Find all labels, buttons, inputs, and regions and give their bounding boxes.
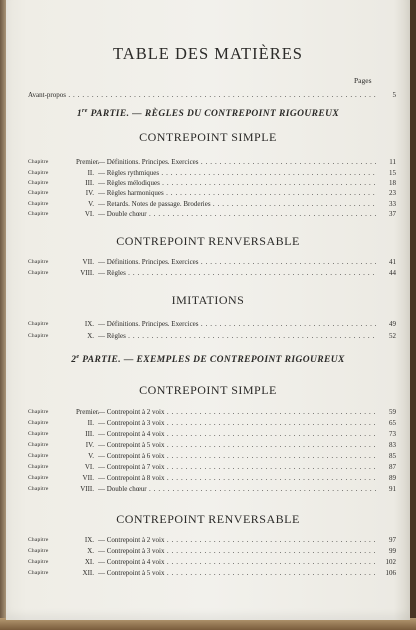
toc-entry[interactable]: Chapitre II. — Règles rythmiques . . . 15 bbox=[28, 169, 376, 179]
entry-text: Avant-propos . . . bbox=[28, 91, 376, 99]
toc-entry[interactable]: Chapitre IV. — Contrepoint à 5 voix . . . 83 bbox=[28, 441, 376, 451]
pages-column-header: Pages bbox=[354, 76, 372, 85]
toc-entry[interactable]: Chapitre Premier. — Contrepoint à 2 voix . . . 59 bbox=[28, 408, 376, 418]
toc-entry[interactable]: Chapitre VI. — Contrepoint à 7 voix . . . 87 bbox=[28, 463, 376, 473]
toc-entry[interactable]: Chapitre IV. — Règles harmoniques . . . 23 bbox=[28, 189, 376, 199]
toc-entry[interactable]: Chapitre Premier. — Définitions. Principes. Exercices . . . 11 bbox=[28, 158, 376, 168]
toc-entry[interactable]: Chapitre III. — Contrepoint à 4 voix . . . 73 bbox=[28, 430, 376, 440]
part-heading-1: 1re PARTIE. — RÈGLES DU CONTREPOINT RIGOUREUX bbox=[76, 108, 340, 120]
toc-entry[interactable]: Chapitre X. — Règles . . . 52 bbox=[28, 332, 376, 342]
toc-entry[interactable]: Chapitre V. — Retards. Notes de passage. Broderies . . . 33 bbox=[28, 200, 376, 210]
book-page bbox=[6, 0, 410, 620]
toc-entry[interactable]: Chapitre VIII. — Double chœur . . . 91 bbox=[28, 485, 376, 495]
section-heading: IMITATIONS bbox=[171, 293, 245, 307]
toc-entry[interactable]: Chapitre V. — Contrepoint à 6 voix . . . 85 bbox=[28, 452, 376, 462]
toc-entry[interactable]: Chapitre VI. — Double chœur . . . 37 bbox=[28, 210, 376, 220]
toc-entry[interactable]: Chapitre VII. — Contrepoint à 8 voix . . . 89 bbox=[28, 474, 376, 484]
toc-entry[interactable]: Chapitre VIII. — Règles . . . 44 bbox=[28, 269, 376, 279]
section-heading: CONTREPOINT RENVERSABLE bbox=[116, 512, 300, 526]
toc-entry[interactable]: Chapitre III. — Règles mélodiques . . . 18 bbox=[28, 179, 376, 189]
section-heading: CONTREPOINT SIMPLE bbox=[139, 130, 277, 144]
toc-entry[interactable]: Chapitre IX. — Contrepoint à 2 voix . . . 97 bbox=[28, 536, 376, 546]
toc-entry[interactable]: Chapitre IX. — Définitions. Principes. Exercices . . . 49 bbox=[28, 320, 376, 330]
section-heading: CONTREPOINT RENVERSABLE bbox=[116, 234, 300, 248]
page-title: TABLE DES MATIÈRES bbox=[113, 44, 303, 63]
entry-page: 5 bbox=[392, 91, 396, 99]
toc-entry[interactable]: Chapitre X. — Contrepoint à 3 voix . . . 99 bbox=[28, 547, 376, 557]
toc-entry[interactable]: Chapitre II. — Contrepoint à 3 voix . . . 65 bbox=[28, 419, 376, 429]
toc-entry[interactable]: Chapitre XI. — Contrepoint à 4 voix . . . 102 bbox=[28, 558, 376, 568]
toc-entry[interactable]: Chapitre VII. — Définitions. Principes. Exercices . . . 41 bbox=[28, 258, 376, 268]
toc-entry[interactable]: Chapitre XII. — Contrepoint à 5 voix . . . 106 bbox=[28, 569, 376, 579]
section-heading: CONTREPOINT SIMPLE bbox=[139, 383, 277, 397]
part-heading-2: 2e PARTIE. — EXEMPLES DE CONTREPOINT RIGOUREUX bbox=[71, 354, 345, 366]
